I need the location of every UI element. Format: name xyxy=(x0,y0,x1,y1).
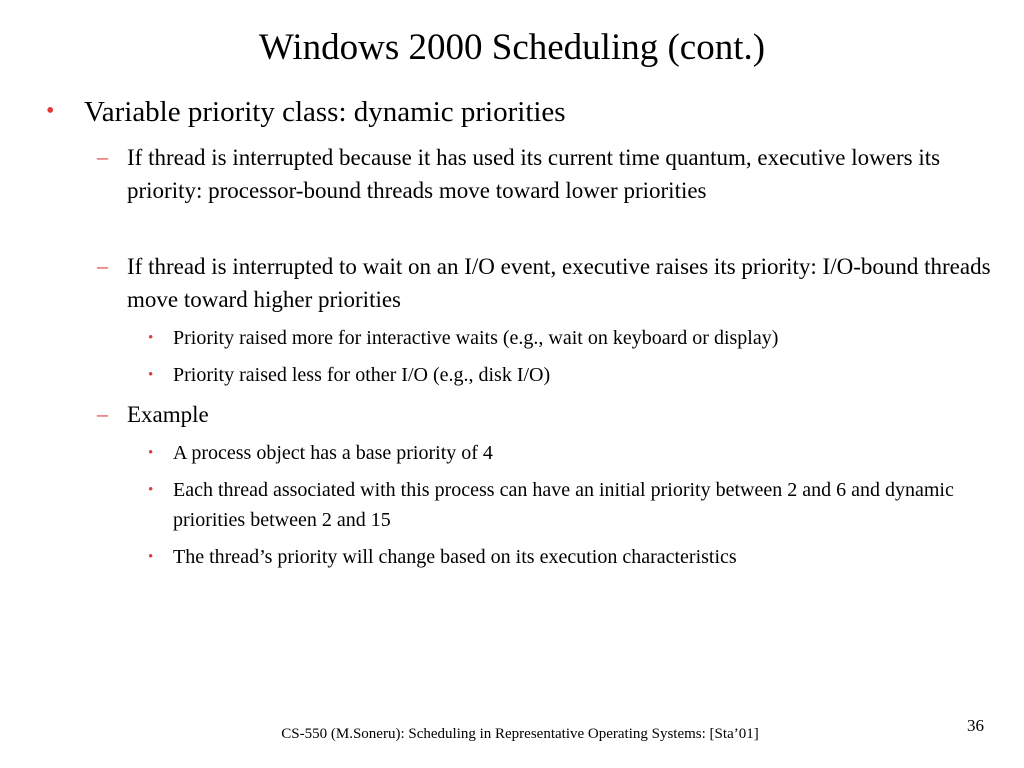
bullet-marker: • xyxy=(148,482,154,498)
bullet-text: Priority raised more for interactive waits (e.g., wait on keyboard or display) xyxy=(173,327,779,349)
dash-marker: – xyxy=(97,144,108,169)
bullet-text: If thread is interrupted because it has used its current time quantum, executive lowers its priority: processor-bound threads move toward lower priorities xyxy=(127,145,941,203)
bullet-text: Each thread associated with this process can have an initial priority between 2 and 6 and dynamic priorities between 2 and 15 xyxy=(173,479,954,531)
page-number: 36 xyxy=(967,716,984,735)
slide-title: Windows 2000 Scheduling (cont.) xyxy=(258,27,766,68)
bullet-text: If thread is interrupted to wait on an I/O event, executive raises its priority: I/O-bound threads move toward higher priorities xyxy=(127,254,991,312)
bullet-text: Priority raised less for other I/O (e.g., disk I/O) xyxy=(173,364,551,386)
dash-marker: – xyxy=(97,253,108,278)
bullet-text: Variable priority class: dynamic priorities xyxy=(84,96,566,128)
bullet-text: The thread’s priority will change based on its execution characteristics xyxy=(173,546,737,568)
bullet-marker: • xyxy=(148,549,154,565)
bullet-marker: • xyxy=(46,98,55,124)
bullet-text: A process object has a base priority of 4 xyxy=(173,442,493,464)
bullet-marker: • xyxy=(148,367,154,383)
dash-marker: – xyxy=(97,401,108,426)
bullet-marker: • xyxy=(148,445,154,461)
slide-footer: CS-550 (M.Soneru): Scheduling in Representative Operating Systems: [Sta’01] xyxy=(281,726,759,742)
bullet-text: Example xyxy=(127,402,209,427)
bullet-marker: • xyxy=(148,330,154,346)
